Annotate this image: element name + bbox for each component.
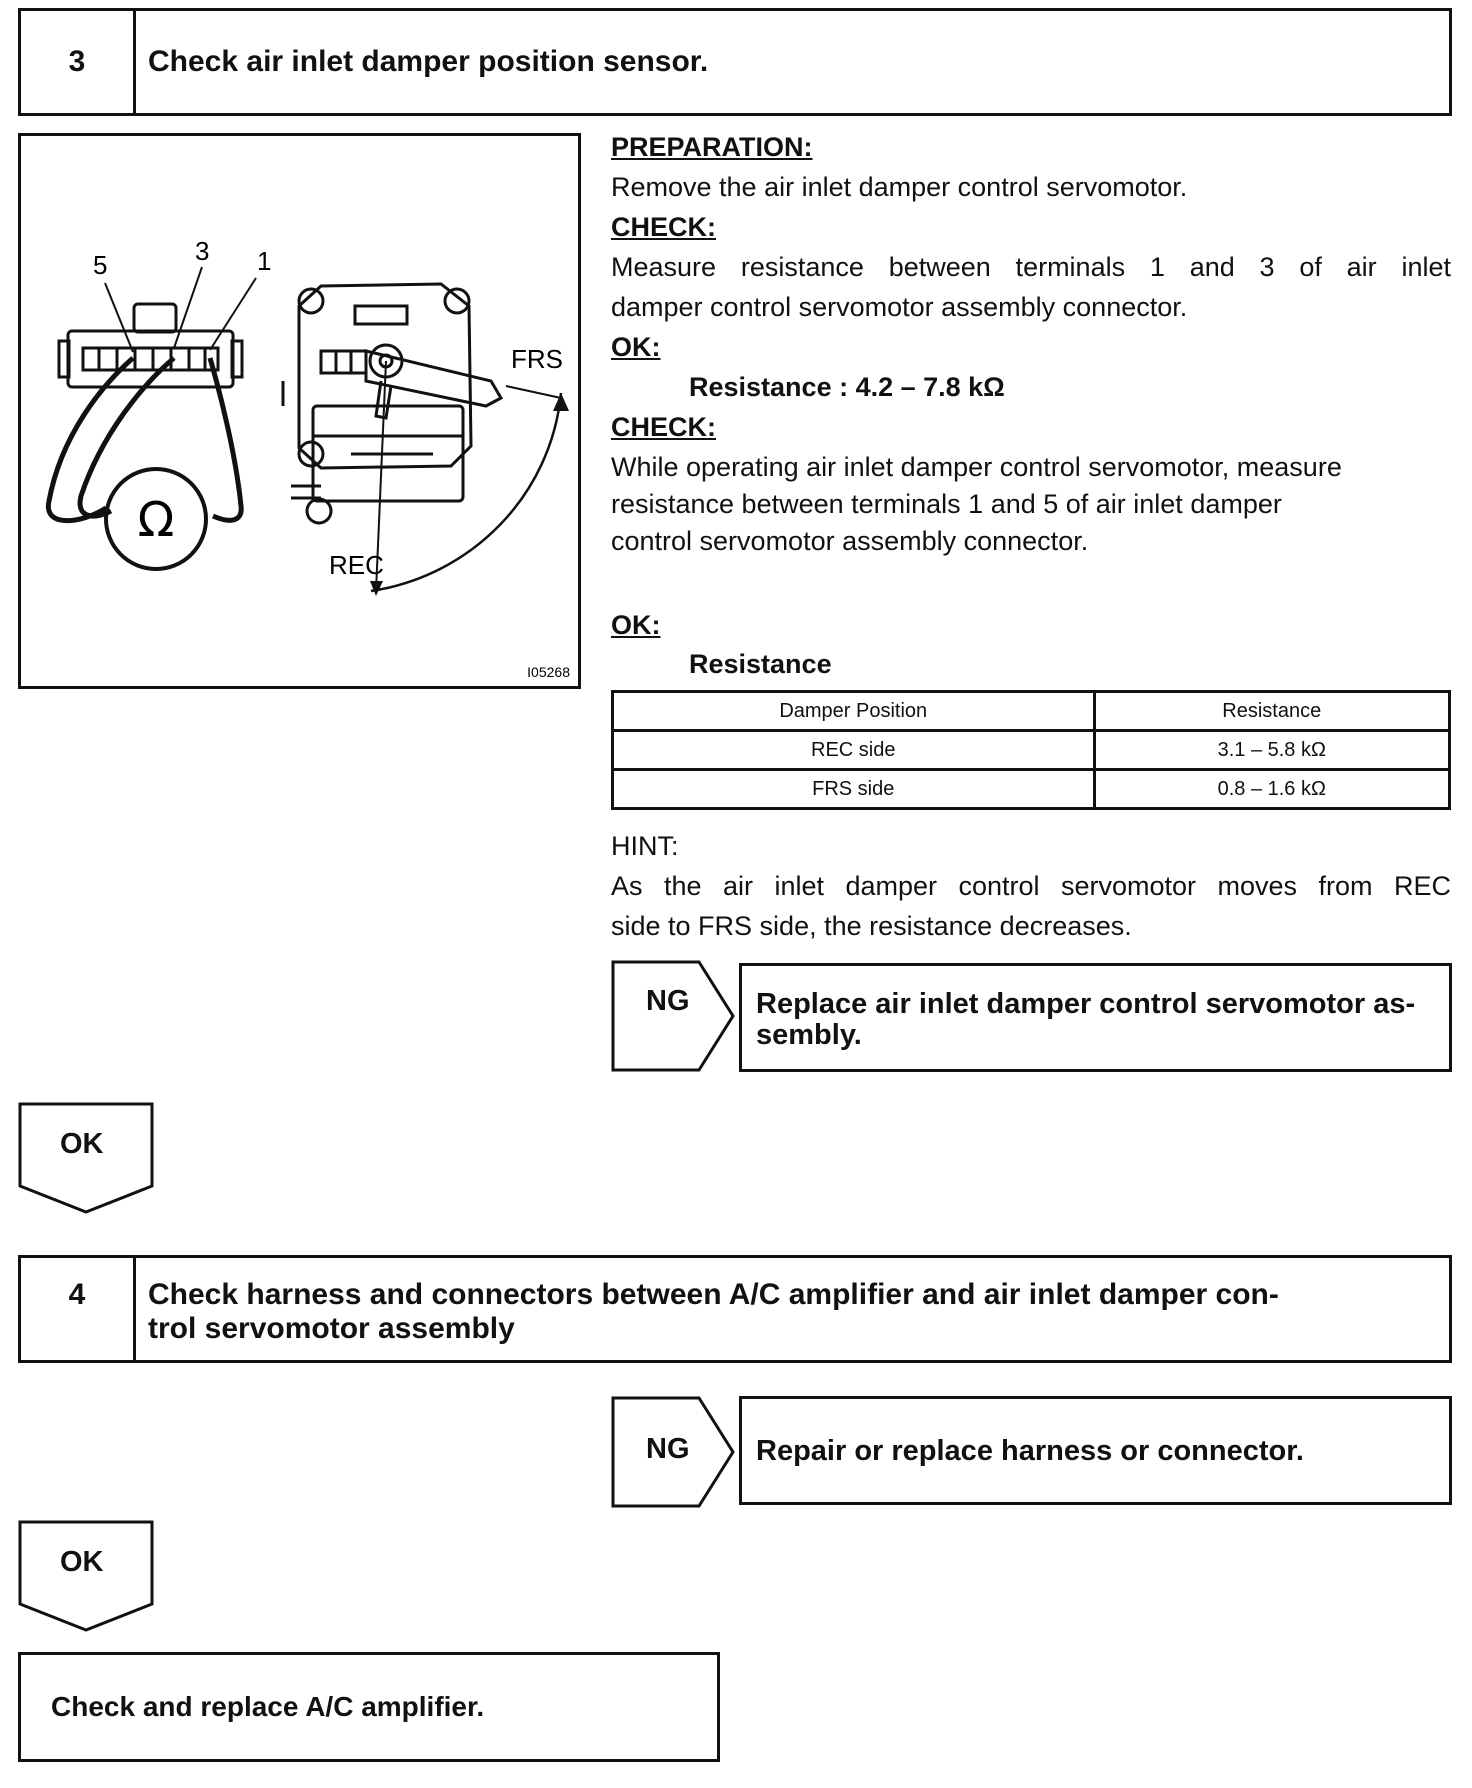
final-action-text: Check and replace A/C amplifier. [51,1691,485,1722]
ng-result-1-line-1: Replace air inlet damper control servomotor as- [756,988,1416,1020]
step-3-title: Check air inlet damper position sensor. [148,45,709,78]
rec-label: REC [329,550,384,580]
ok-heading-2: OK: [611,610,661,640]
check-2-line-1: While operating air inlet damper control servomotor, measure [611,452,1342,482]
preparation-heading: PREPARATION: [611,132,813,162]
preparation-text: Remove the air inlet damper control servomotor. [611,172,1188,202]
check-2-line-2: resistance between terminals 1 and 5 of air inlet damper [611,489,1282,519]
terminal-5-label: 5 [93,250,108,280]
step-4-divider [133,1258,136,1360]
terminal-3-label: 3 [195,236,210,266]
ng-label-1: NG [646,985,690,1017]
resistance-subheading: Resistance [689,649,832,679]
table-cell: REC side [613,731,1095,770]
check-1-line-1: Measure resistance between terminals 1 and 3 of air inlet [611,252,1451,282]
check-1-line-2: damper control servomotor assembly connector. [611,292,1188,322]
step-4-number: 4 [68,1278,86,1311]
hint-line-1: As the air inlet damper control servomotor moves from REC [611,871,1451,901]
table-header-cell: Damper Position [613,692,1095,731]
step-3-number: 3 [68,45,86,78]
table-header-row [613,692,1450,731]
servomotor-connector-diagram [21,136,578,686]
ng-result-2 [739,1396,1452,1505]
ok-heading-1: OK: [611,332,661,362]
check-2-line-3: control servomotor assembly connector. [611,526,1089,556]
check-heading-2: CHECK: [611,412,716,442]
table-header-cell: Resistance [1094,692,1449,731]
terminal-1-label: 1 [257,246,272,276]
step-3-divider [133,11,136,113]
final-action-box [18,1652,720,1762]
step-4-header [18,1255,1452,1363]
hint-line-2: side to FRS side, the resistance decreases. [611,911,1132,941]
step-4-title-line-2: trol servomotor assembly [148,1312,515,1345]
resistance-table [611,690,1451,810]
ng-result-2-text: Repair or replace harness or connector. [756,1435,1304,1467]
step-3-header [18,8,1452,116]
table-cell: 0.8 – 1.6 kΩ [1094,770,1449,809]
table-row [613,731,1450,770]
ng-label-2: NG [646,1433,690,1465]
check-heading-1: CHECK: [611,212,716,242]
table-cell: FRS side [613,770,1095,809]
table-cell: 3.1 – 5.8 kΩ [1094,731,1449,770]
ok-label-2: OK [60,1546,104,1578]
figure-id: I05268 [527,664,570,680]
resistance-spec: Resistance : 4.2 – 7.8 kΩ [689,372,1005,402]
ok-label-1: OK [60,1128,104,1160]
ohm-icon: Ω [137,492,175,548]
frs-label: FRS [511,344,563,374]
ng-result-1-line-2: sembly. [756,1019,862,1051]
step-4-title-line-1: Check harness and connectors between A/C amplifier and air inlet damper con- [148,1278,1279,1311]
table-row [613,770,1450,809]
connector-illustration [18,133,581,689]
hint-heading: HINT: [611,831,679,861]
ng-result-1 [739,963,1452,1072]
